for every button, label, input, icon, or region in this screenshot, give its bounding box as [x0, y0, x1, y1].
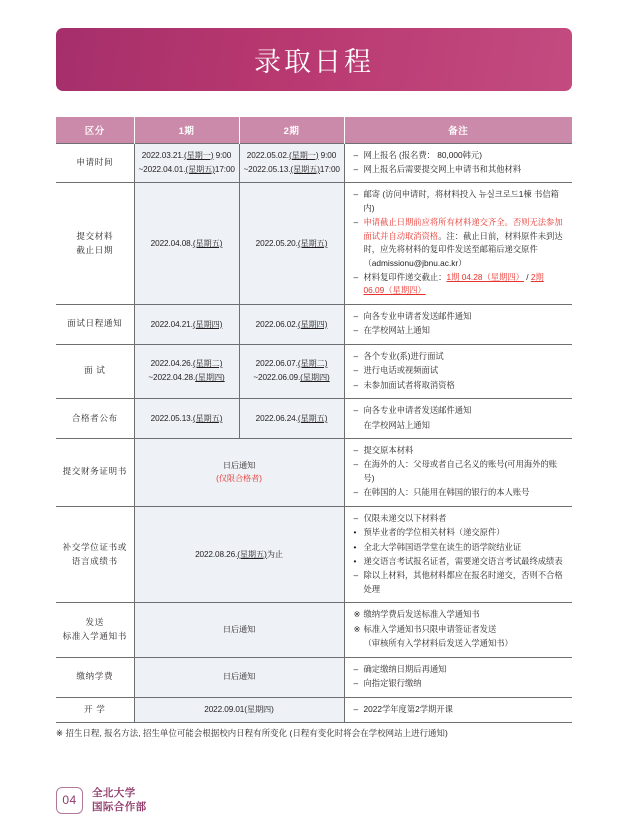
note-item-star: ※ 缴纳学费后发送标准入学通知书 — [353, 609, 480, 620]
note-item: – 网上报名 (报名费： 80,000韩元) — [353, 149, 482, 160]
row-term2-date: 2022.05.20.(星期五) — [239, 183, 344, 305]
page-title: 录取日程 — [254, 47, 374, 77]
table-row — [56, 304, 572, 344]
note-item-copy-deadline: – 材料复印件递交截止：1期 04.28（星期四） / 2期 06.09（星期四） — [353, 272, 544, 296]
row-category: 提交财务证明书 — [56, 438, 134, 506]
row-term2-date: 2022.06.02.(星期四) — [239, 304, 344, 344]
row-notes — [344, 697, 572, 722]
row-term2-date — [239, 344, 344, 398]
row-merged-date: 日后通知 — [134, 657, 344, 697]
row-term2-date — [239, 143, 344, 183]
date-line: 2022.03.21.(星期一) 9:00 — [141, 150, 232, 160]
header-cell-notes: 备注 — [344, 117, 572, 143]
header-cell-term1: 1期 — [134, 117, 239, 143]
category-line: 补交学位证书或 — [62, 541, 127, 552]
row-merged-date — [134, 438, 344, 506]
date-line: ~2022.06.09.(星期四) — [253, 373, 330, 383]
row-merged-date: 2022.09.01(星期四) — [134, 697, 344, 722]
category-line: 截止日期 — [76, 244, 114, 255]
note-item: – 网上报名后需要提交网上申请书和其他材料 — [353, 163, 522, 174]
note-item-star: ※ 标准入学通知书只限申请签证者发送 — [353, 623, 497, 634]
note-item: – 在学校网站上通知 — [353, 325, 430, 336]
note-item: – 进行电话或视频面试 — [353, 365, 439, 376]
row-notes — [344, 399, 572, 439]
table-row — [56, 143, 572, 183]
page-banner — [56, 28, 572, 91]
note-item: – 未参加面试者将取消资格 — [353, 379, 455, 390]
row-notes — [344, 143, 572, 183]
category-line: 标准入学通知书 — [62, 630, 127, 641]
note-item: – 向各专业申请者发送邮件通知 — [353, 405, 472, 416]
row-category: 开 学 — [56, 697, 134, 722]
note-item: – 各个专业(系)进行面试 — [353, 350, 444, 361]
row-notes — [344, 438, 572, 506]
category-line: 语言成绩书 — [71, 555, 118, 566]
note-item-bullet: • 递交语言考试报名证者，需要递交语言考试最终成绩表 — [353, 556, 563, 566]
row-notes — [344, 657, 572, 697]
row-category — [56, 506, 134, 603]
table-header — [56, 117, 572, 143]
organization-line-1: 全北大学 — [92, 787, 136, 799]
row-notes — [344, 506, 572, 603]
footer-brand — [56, 786, 147, 815]
note-item: – 2022学年度第2学期开课 — [353, 703, 453, 714]
row-term2-date: 2022.06.24.(星期五) — [239, 399, 344, 439]
row-notes — [344, 304, 572, 344]
note-item: – 确定缴纳日期后再通知 — [353, 663, 447, 674]
footnote: ※ 招生日程, 报名方法, 招生单位可能会根据校内日程有所变化 (日程有变化时将会在学校网站上进行通知) — [56, 728, 448, 738]
table-row — [56, 603, 572, 657]
note-item-continuation: （审核所有入学材料后发送入学通知书） — [363, 638, 513, 649]
note-item: – 在韩国的人：只能用在韩国的银行的本人账号 — [353, 487, 530, 498]
row-category — [56, 603, 134, 657]
table-row — [56, 697, 572, 722]
row-notes — [344, 603, 572, 657]
date-line: 2022.06.07.(星期二) — [255, 359, 328, 369]
note-item-bullet: • 全北大学韩国语学堂在读生的语学院结业证 — [353, 541, 522, 552]
note-item: – 仅限未递交以下材料者 — [353, 512, 447, 523]
date-line: 2022.04.26.(星期二) — [150, 359, 223, 369]
table-row — [56, 657, 572, 697]
note-item: – 向指定银行缴纳 — [353, 678, 422, 689]
row-category: 申请时间 — [56, 143, 134, 183]
row-category — [56, 183, 134, 305]
note-item: – 提交原本材料 — [353, 444, 414, 455]
date-line: ~2022.05.13.(星期五)17:00 — [243, 164, 340, 174]
row-category: 缴纳学费 — [56, 657, 134, 697]
note-item-warning: – 申请截止日期前应将所有材料递交齐全。否则无法参加面试并自动取消资格。注：截止日前，材料原件未到达时，应先将材料的复印件发送至邮箱后递交原件（admissionu@jbnu.ac.kr） — [353, 217, 563, 268]
table-body — [56, 143, 572, 722]
row-category: 面试日程通知 — [56, 304, 134, 344]
row-merged-date: 日后通知 — [134, 603, 344, 657]
table-row — [56, 438, 572, 506]
row-term1-date: 2022.05.13.(星期五) — [134, 399, 239, 439]
page-number-badge: 04 — [56, 787, 83, 814]
schedule-table-wrapper — [56, 117, 572, 723]
table-row — [56, 344, 572, 398]
merged-date-sub: (仅限合格者) — [216, 474, 262, 484]
row-term1-date — [134, 143, 239, 183]
schedule-table — [56, 117, 572, 723]
note-item: – 向各专业申请者发送邮件通知 — [353, 310, 472, 321]
merged-date-main: 日后通知 — [222, 461, 256, 471]
note-item: – 除以上材料，其他材料都应在报名时递交，否则不合格处理 — [353, 570, 563, 594]
row-term1-date: 2022.04.21.(星期四) — [134, 304, 239, 344]
header-cell-category: 区分 — [56, 117, 134, 143]
row-term1-date: 2022.04.08.(星期五) — [134, 183, 239, 305]
date-line: 2022.05.02.(星期一) 9:00 — [246, 150, 337, 160]
organization-line-2: 国际合作部 — [92, 801, 147, 814]
note-item: – 在海外的人：父母或者自己名义的账号(可用海外的账号) — [353, 459, 558, 483]
date-line: ~2022.04.28.(星期四) — [148, 373, 225, 383]
note-item-bullet: • 预毕业者的学位相关材料（递交原件） — [353, 527, 505, 538]
category-line: 发送 — [85, 617, 104, 628]
date-line: ~2022.04.01.(星期五)17:00 — [138, 164, 235, 174]
table-row — [56, 399, 572, 439]
row-notes — [344, 183, 572, 305]
note-item-continuation: 在学校网站上通知 — [363, 419, 430, 430]
note-item: – 邮寄 (访问申请时，将材料投入 뉴실크로드1棟 书信箱内) — [353, 189, 559, 213]
organization-name — [92, 786, 147, 815]
table-header-row — [56, 117, 572, 143]
table-row — [56, 183, 572, 305]
row-notes — [344, 344, 572, 398]
row-category: 面 试 — [56, 344, 134, 398]
row-category: 合格者公布 — [56, 399, 134, 439]
row-term1-date — [134, 344, 239, 398]
row-merged-date: 2022.08.26.(星期五)为止 — [134, 506, 344, 603]
header-cell-term2: 2期 — [239, 117, 344, 143]
category-line: 提交材料 — [76, 230, 114, 241]
table-row — [56, 506, 572, 603]
